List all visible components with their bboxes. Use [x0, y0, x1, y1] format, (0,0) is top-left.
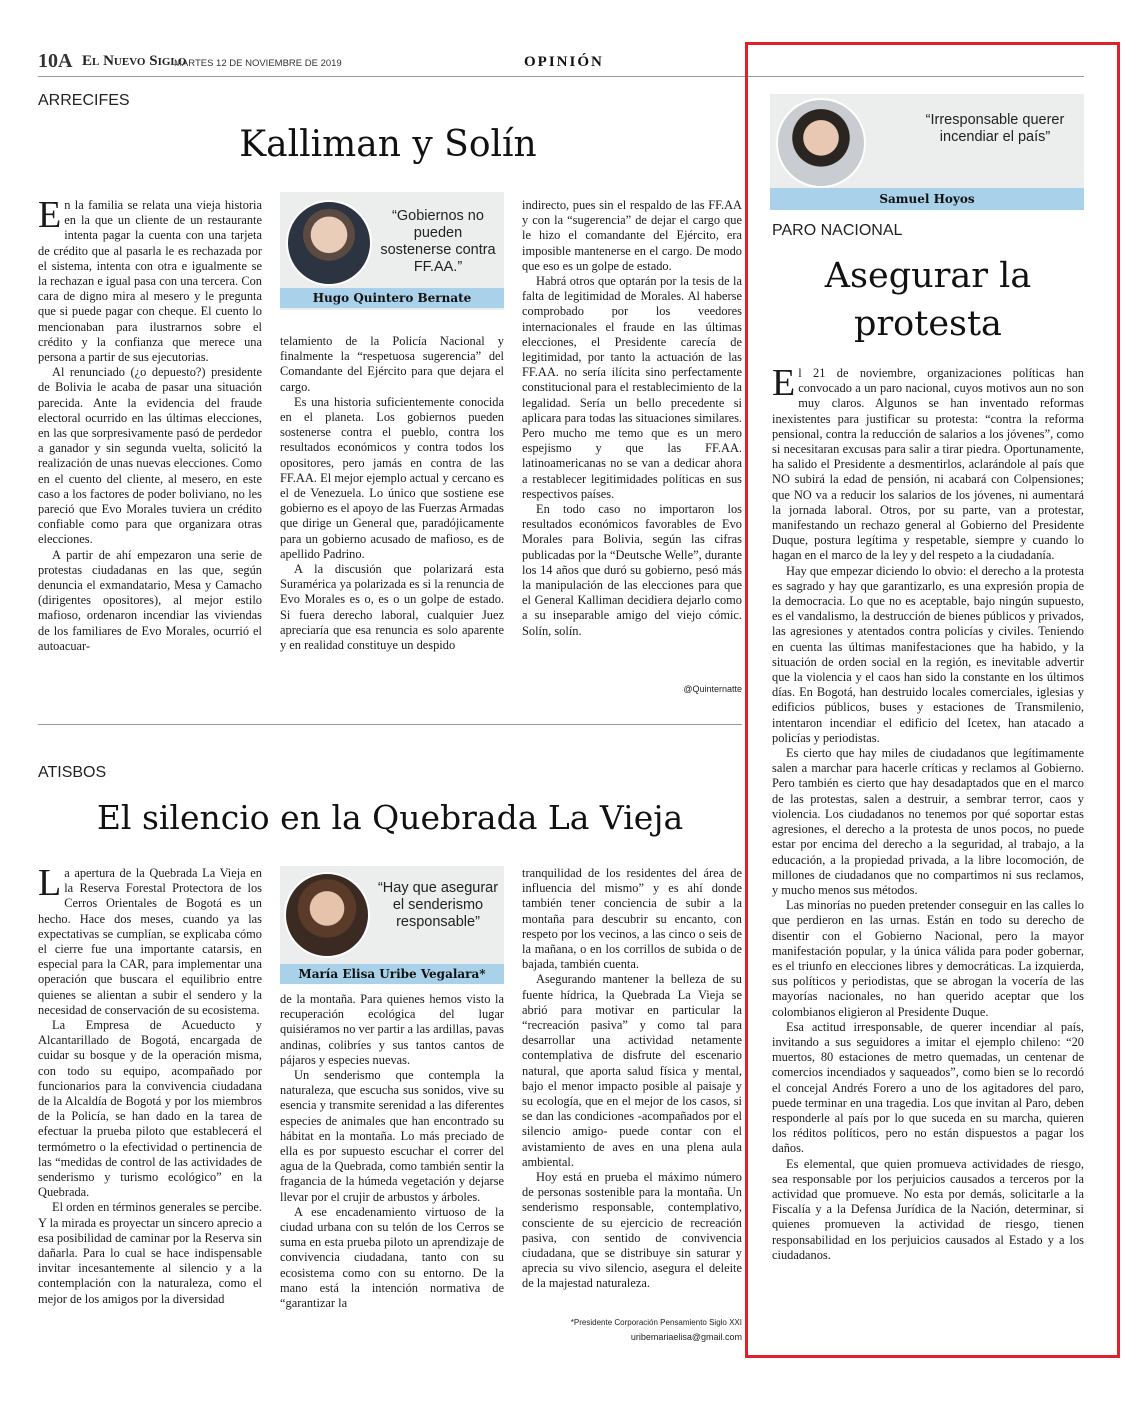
paragraph: Asegurando mantener la belleza de su fuente hídrica, la Quebrada La Vieja se abrió para motivar en particular la “recreación pasiva” y como tal para desarrollar una actividad netamente contemplativa de disfrute del escenario natural, que aporta salud física y mental, bajo el menor impacto posible al paisaje y su ecología, que en el mejor de los casos, si se dan las condiciones -acompañados por el silencio amigo- puede contar con el avistamiento de aves en una plena aula ambiental.: [522, 972, 742, 1169]
paragraph: Al renunciado (¿o depuesto?) presidente de Bolivia le acaba de pasar una situación parecida. Ante la evidencia del fraude electoral ocurrido en las últimas elecciones, en las que sorpresivamente pasó de perdedor a ganador y sin segunda vuelta, solicitó la realización de unas nuevas elecciones. Como en el cuento del cliente, al mesero, en este caso a los factores de poder boliviano, no les pareció que Evo Morales tuviera un crédito confiable como para que organizara otras elecciones.: [38, 365, 262, 547]
author-name: María Elisa Uribe Vegalara*: [280, 964, 504, 984]
paragraph: A ese encadenamiento virtuoso de la ciudad urbana con su telón de los Cerros se suma en esta prueba piloto un aprendizaje de convivencia ciudadana, tanto con su ecosistema como con su entorno. De la mano está la intención normativa de “garantizar la: [280, 1204, 504, 1311]
paragraph: Un senderismo que contempla la naturaleza, que escucha sus sonidos, vive su esencia y transmite serenidad a las diferentes especies de animales que han encontrado su hábitat en la montaña. Lo más preciado de ella es por supuesto escuchar el correr del agua de la Quebrada, como también sentir la fragancia de la húmeda vegetación y dejarse llevar por el crujir de arbustos y árboles.: [280, 1068, 504, 1204]
author-box: [280, 192, 504, 310]
paragraph: Hay que empezar diciendo lo obvio: el derecho a la protesta es sagrado y hay que garantizarlo, es una expresión propia de la democracia. Lo que no es aceptable, bajo ningún supuesto, es el vandalismo, la destrucción de bienes públicos y privados, las agresiones y atentados contra policías y civiles. Teniendo en cuenta las últimas manifestaciones que ha habido, y la situación de orden social en la región, es inevitable advertir que la violencia y el caos han sido la constante en los últimos días. En Bogotá, han destruido locales comerciales, iglesias y edificios públicos, buses y estaciones de Transmilenio, intentaron incendiar el edificio del Icetex, han atacado a policías y periodistas.: [772, 563, 1084, 745]
section-divider: [38, 724, 742, 725]
paragraph: tranquilidad de los residentes del área de influencia del mismo” y es ahí donde también tener conciencia de subir a la montaña para descubrir su encanto, con respeto por los vecinos, a las cinco o seis de la mañana, o en los corrillos de subida o de bajada, también cuenta.: [522, 866, 742, 972]
author-email: uribemariaelisa@gmail.com: [630, 1332, 742, 1342]
paragraph: Habrá otros que optarán por la tesis de la falta de legitimidad de Morales. Al haberse comprobado por los veedores internacionales el fraude en las últimas elecciones, el Presidente carecía de legitimidad, por tanto la actuación de las FF.AA. no sería ilícita sino perfectamente constitucional para el restablecimiento de la legalidad. Sería un bello precedente si aplicara para todas las situaciones similares. Pero mucho me temo que es un mero espejismo y que las FF.AA. latinoamericanas no se van a dedicar ahora a restablecer legitimidades políticas en sus respectivos países.: [522, 274, 742, 501]
author-box: [770, 94, 1084, 210]
article-body: [772, 362, 1084, 1263]
author-handle: @Quinternatte: [683, 684, 742, 694]
paragraph: En todo caso no importaron los resultados económicos favorables de Evo Morales para Bolivia, según las cifras publicadas por la “Deutsche Welle”, durante los 14 años que duró su gobierno, pesó más la manipulación de las elecciones para que el General Kalliman decidiera dejarlo como a su inseparable amigo del viejo cómic. Solín, solín.: [522, 502, 742, 638]
article-column-3: [522, 866, 742, 1292]
paragraph: En la familia se relata una vieja historia en la que un cliente de un restaurante intenta pagar la cuenta con una tarjeta de crédito que al pasarla le es rechazada por el sistema, intenta con otra e igualmente se la rechazan e igual pasa con una tercera. Con cara de digno mira al mesero y le pregunta que si puede pagar con cheque. El cuento lo mencionaban para ilustrarnos sobre el crédito y la confianza que merece una persona a partir de sus ejecutorias.: [38, 194, 262, 365]
pull-quote: “Gobiernos no pueden sostenerse contra FF.AA.”: [380, 208, 496, 275]
article-column-2: [280, 334, 504, 653]
author-footnote: *Presidente Corporación Pensamiento Siglo XXI: [570, 1318, 742, 1327]
drop-cap: E: [772, 362, 796, 404]
article-column-1: [38, 194, 262, 654]
page-number: 10A: [38, 50, 73, 72]
pull-quote: “Hay que asegurar el senderismo responsable”: [377, 880, 499, 930]
issue-date: MARTES 12 DE NOVIEMBRE DE 2019: [174, 58, 342, 69]
paragraph: telamiento de la Policía Nacional y finalmente la “respetuosa sugerencia” del Comandante del Ejército para que dejara el cargo.: [280, 334, 504, 394]
newspaper-name: El Nuevo Siglo: [82, 53, 187, 69]
paragraph: A partir de ahí empezaron una serie de protestas ciudadanas en las que, según denuncia el exmandatario, Mesa y Camacho (dirigentes opositores), al mejor estilo mafioso, ordenaron incendiar las viviendas de los familiares de Evo Morales, ocurrió el autoacuar-: [38, 547, 262, 653]
section-name: OPINIÓN: [524, 54, 604, 70]
paragraph: Es elemental, que quien promueva actividades de riesgo, sea responsable por los perjuicios causados a terceros por la actividad que promueve. No esta por demás, solicitarle a la Fiscalía y a la Defensa Jurídica de la Nación, determinar, si quienes promueven la actividad de riesgo, tienen responsabilidad en los perjuicios causados al Estado y a los ciudadanos.: [772, 1156, 1084, 1262]
paragraph: Es cierto que hay miles de ciudadanos que legítimamente salen a marchar para hacerle críticas y reclamos al Gobierno. Pero también es cierto que hay desadaptados que en el marco de las protestas, salen a destruir, a sembrar terror, caos y violencia. Los ciudadanos no tenemos por qué soportar estas agresiones, el derecho a la protesta de unos pocos, no puede estar por encima del derecho a la seguridad, al trabajo, a la educación, a la propiedad privada, a la libre locomoción, de millones de ciudadanos que no compartimos ni sus reclamos, y mucho menos sus métodos.: [772, 746, 1084, 897]
paragraph: La Empresa de Acueducto y Alcantarillado de Bogotá, encargada de cuidar su bosque y de la operación misma, con todo su equipo, acompañado por funcionarios para la convivencia ciudadana de la Alcaldía de Bogotá y por los miembros de la Policía, se han dado en la tarea de efectuar la prueba piloto que establecerá el termómetro o la efectividad o pertinencia de las “medidas de control de las actividades de senderismo y turismo ecológico” en la Quebrada.: [38, 1018, 262, 1200]
drop-cap: E: [38, 194, 62, 236]
article-column-2: [280, 992, 504, 1311]
pull-quote: “Irresponsable querer incendiar el país”: [925, 112, 1065, 145]
drop-cap: L: [38, 862, 62, 904]
paragraph: El orden en términos generales se percibe. Y la mirada es proyectar un sincero aprecio a esa posibilidad de caminar por la Reserva sin dañarla. Para lo cual se hace indispensable invitar incesantemente al silencio y a la contemplación con la naturaleza, como el mejor de los amigos por la diversidad: [38, 1200, 262, 1306]
paragraph: Esa actitud irresponsable, de querer incendiar al país, invitando a sus seguidores a imitar el ejemplo chileno: “20 muertos, 80 estaciones de metro quemadas, un centenar de comercios incendiados y saqueados”, como bien se lo recordó el concejal Andrés Forero a uno de los agitadores del paro, puede terminar en una tragedia. Los que invitan al Paro, deben responderle al país por lo que suceda en su marcha, quieren los réditos políticos, pero no están dispuestos a pagar los daños.: [772, 1019, 1084, 1156]
paragraph: A la discusión que polarizará esta Suramérica ya polarizada es si la renuncia de Evo Morales es o, es o un golpe de estado. Si fuera derecho laboral, cualquier Juez apreciaría que esa renuncia es solo aparente y en realidad constituye un despido: [280, 562, 504, 653]
paragraph: Las minorías no pueden pretender conseguir en las calles lo que perdieron en las urnas. Están en todo su derecho de disentir con el Gobierno Nacional, pero la mayor manifestación popular, y la única válida para poder gobernar, es el triunfo en elecciones libres y democráticas. La izquierda, sus políticos y periodistas, que se abrogan la vocería de las mayorías nacionales, no han querido aceptar que los colombianos eligieron al Presidente Duque.: [772, 898, 1084, 1019]
article-column-3: [522, 198, 742, 639]
column-label: PARO NACIONAL: [772, 222, 903, 239]
author-photo: [284, 872, 370, 958]
paragraph: de la montaña. Para quienes hemos visto la recuperación ecológica del lugar quisiéramos no ver partir a las ardillas, pavas andinas, colibríes y sus tantos cantos de pájaros y especies nuevas.: [280, 992, 504, 1067]
author-name: Samuel Hoyos: [770, 188, 1084, 210]
article-column-1: [38, 862, 262, 1307]
paragraph: La apertura de la Quebrada La Vieja en la Reserva Forestal Protectora de los Cerros Orientales de Bogotá es un hecho. Hace dos meses, cuando ya las expectativas se cumplían, se explicaba cómo el cierre fue una importante catarsis, en especial para la CAR, para implementar una operación que buscara el equilibrio entre quienes se alientan a subir el sendero y la necesidad de conservación de su ecosistema.: [38, 862, 262, 1017]
column-label: ATISBOS: [38, 764, 107, 781]
author-name: Hugo Quintero Bernate: [280, 288, 504, 308]
author-box: [280, 866, 504, 984]
paragraph: Hoy está en prueba el máximo número de personas sostenible para la montaña. Un senderismo responsable, contemplativo, consciente de su ejercicio de recreación pasiva, con sentido de convivencia ciudadana, que se distribuye sin saturar y aprecia su vivo silencio, asegura el deleite de la majestad naturaleza.: [522, 1170, 742, 1291]
column-label: ARRECIFES: [38, 92, 130, 109]
article-title: El silencio en la Quebrada La Vieja: [96, 798, 684, 837]
paragraph: El 21 de noviembre, organizaciones políticas han convocado a un paro nacional, cuyos motivos aun no son muy claros. Algunos se han inventado reformas inexistentes para justificar su protesta: “contra la reforma pensional, contra la reducción de salarios a los jóvenes”, como si necesitaran excusas para salir a tirar piedra. Oportunamente, ha salido el Presidente a desmentirlos, aclarándole al país que NO subirá la edad de pensión, ni acabará con Colpensiones; que NO va a reducir los salarios de los jóvenes, ni aumentará la jornada laboral. Otros, por su parte, van a protestar, manifestando un rechazo general al Gobierno del Presidente Duque, postura legítima y respetable, siempre y cuando lo hagan en el marco de la ley y del respeto a la ciudadanía.: [772, 362, 1084, 563]
paragraph: Es una historia suficientemente conocida en el planeta. Los gobiernos pueden sostenerse contra el pueblo, contra los resultados económicos y contra todos los opositores, pero jamás en contra de las FF.AA. El mejor ejemplo actual y cercano es el de Venezuela. Lo único que sostiene ese gobierno es el apoyo de las Fuerzas Armadas que dirige un General que, paradójicamente para un gobierno acusado de mafioso, es de apellido Padrino.: [280, 394, 504, 561]
author-photo: [286, 200, 372, 286]
author-photo: [776, 98, 866, 188]
paragraph: indirecto, pues sin el respaldo de las FF.AA y con la “sugerencia” de dejar el cargo que le hizo el comandante del Ejército, era imposible mantenerse en el cargo. De modo que eso es un golpe de estado.: [522, 198, 742, 273]
article-title: Kalliman y Solín: [239, 124, 537, 165]
article-title: Asegurar la protesta: [824, 256, 1032, 344]
